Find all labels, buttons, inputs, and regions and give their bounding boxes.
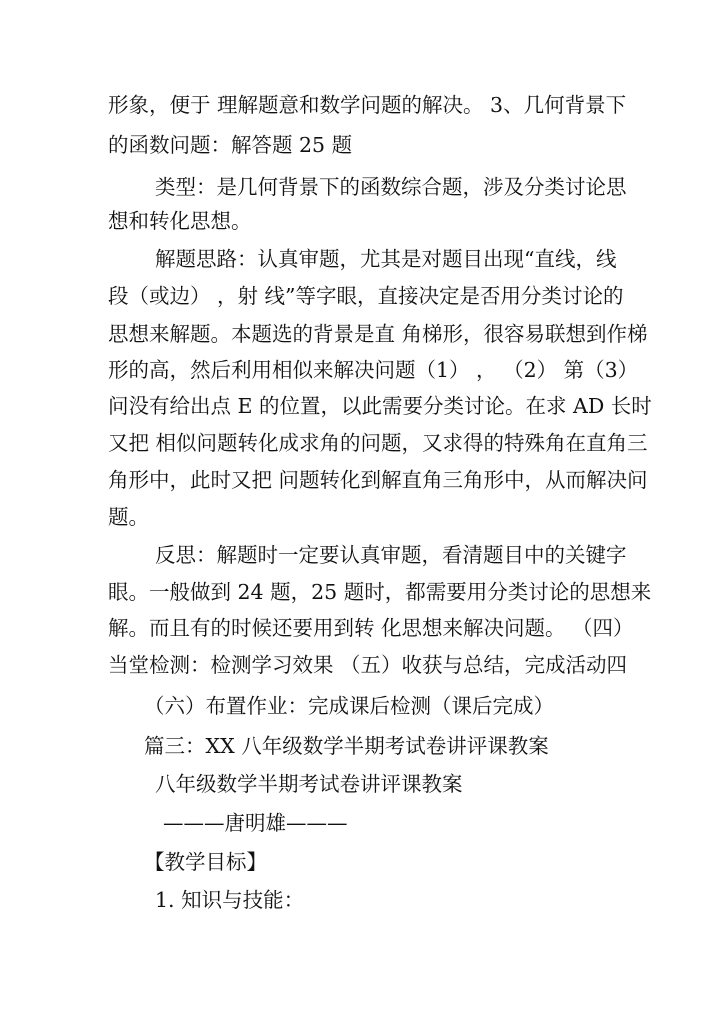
text-line-12: 题。 — [108, 505, 149, 529]
text-line-18: 篇三：XX 八年级数学半期考试卷讲评课教案 — [144, 734, 549, 758]
section-heading: 【教学目标】 — [144, 850, 267, 874]
text-line-11: 角形中，此时又把 问题转化到解直角三角形中，从而解决问 — [108, 468, 648, 492]
text-line-16: 当堂检测：检测学习效果 （五）收获与总结，完成活动四 — [108, 653, 628, 677]
text-line-15: 解。而且有的时候还要用到转 化思想来解决问题。 （四） — [108, 616, 634, 640]
text-line-5: 解题思路：认真审题，尤其是对题目出现“直线，线 — [155, 247, 617, 271]
text-line-8: 形的高，然后利用相似来解决问题（1） ， （2） 第（3） — [108, 358, 639, 382]
text-line-14: 眼。一般做到 24 题，25 题时，都需要用分类讨论的思想来 — [108, 580, 652, 604]
text-line-22: 1. 知识与技能： — [155, 888, 305, 912]
text-line-3: 类型：是几何背景下的函数综合题，涉及分类讨论思 — [155, 175, 627, 199]
text-line-4: 想和转化思想。 — [108, 209, 252, 233]
text-line-9: 问没有给出点 E 的位置，以此需要分类讨论。在求 AD 长时 — [108, 394, 652, 418]
text-line-2: 的函数问题：解答题 25 题 — [108, 133, 353, 157]
text-line-20: ———唐明雄——— — [163, 811, 348, 835]
text-line-10: 又把 相似问题转化成求角的问题，又求得的特殊角在直角三 — [108, 431, 648, 455]
text-line-19: 八年级数学半期考试卷讲评课教案 — [155, 772, 463, 796]
text-line-1: 形象，便于 理解题意和数学问题的解决。 3、几何背景下 — [108, 93, 627, 117]
text-line-6: 段（或边） ，射 线”等字眼，直接决定是否用分类讨论的 — [108, 284, 624, 308]
text-line-7: 思想来解题。本题选的背景是直 角梯形，很容易联想到作梯 — [108, 322, 648, 346]
text-line-17: （六）布置作业：完成课后检测（课后完成） — [144, 694, 554, 718]
text-line-13: 反思：解题时一定要认真审题，看清题目中的关键字 — [155, 543, 627, 567]
